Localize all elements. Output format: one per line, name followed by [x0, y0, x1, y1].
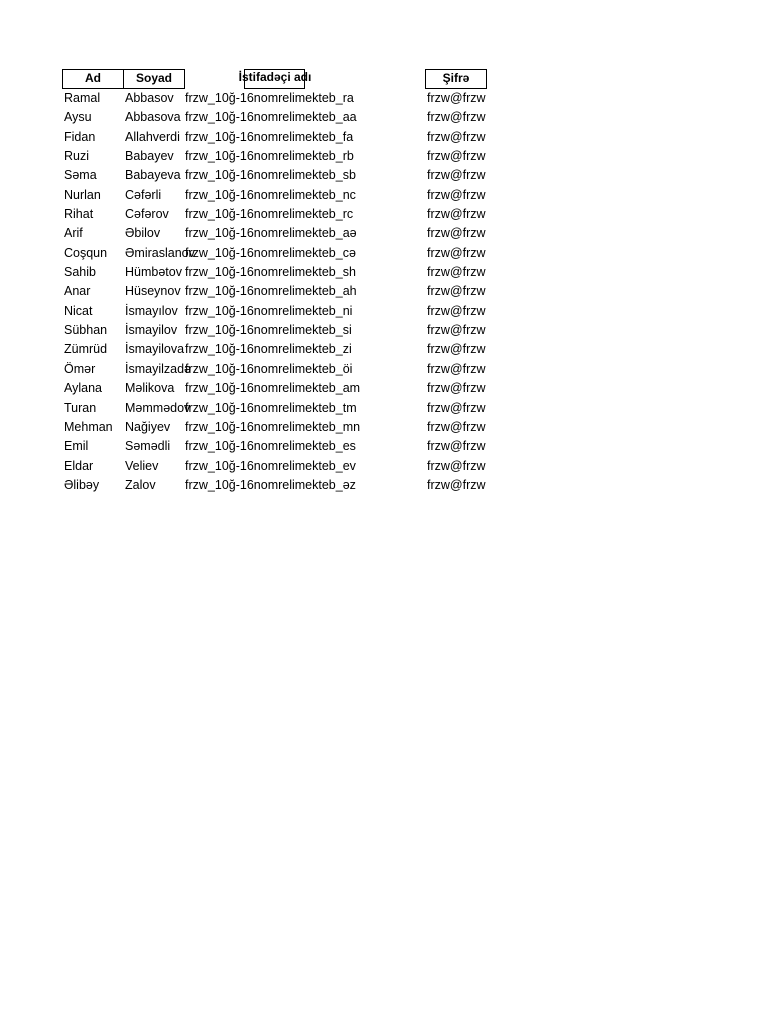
- table-row: [0, 340, 768, 359]
- cell-soyad: Zalov: [125, 477, 156, 492]
- cell-username: frzw_10ğ-16nomrelimekteb_ah: [185, 284, 357, 299]
- cell-password: frzw@frzw: [427, 361, 486, 376]
- cell-ad: Ramal: [64, 91, 101, 105]
- cell-soyad: İsmayılov: [125, 303, 178, 318]
- cell-ad: Emil: [64, 439, 89, 454]
- cell-password: frzw@frzw: [427, 477, 486, 492]
- cell-soyad: Babayeva: [125, 168, 181, 183]
- cell-password: frzw@frzw: [427, 110, 486, 125]
- cell-password: frzw@frzw: [427, 400, 486, 415]
- cell-username: frzw_10ğ-16nomrelimekteb_am: [185, 381, 361, 396]
- table-row: [0, 360, 768, 379]
- cell-soyad: Məmmədov: [125, 400, 191, 415]
- cell-soyad: Babayev: [125, 149, 174, 164]
- header-soyad: Soyad: [123, 69, 185, 89]
- table-row: [0, 437, 768, 456]
- cell-username: frzw_10ğ-16nomrelimekteb_ni: [185, 303, 353, 318]
- cell-username: frzw_10ğ-16nomrelimekteb_tm: [185, 400, 357, 415]
- cell-password: frzw@frzw: [427, 439, 486, 454]
- table-row: [0, 128, 768, 147]
- cell-ad: Zümrüd: [64, 342, 108, 357]
- table-row: [0, 379, 768, 398]
- cell-username: frzw_10ğ-16nomrelimekteb_ra: [185, 91, 354, 105]
- cell-ad: Sübhan: [64, 323, 108, 338]
- cell-ad: Coşqun: [64, 245, 108, 260]
- header-ad: Ad: [62, 69, 124, 89]
- table-row: [0, 224, 768, 243]
- table-row: [0, 244, 768, 263]
- cell-password: frzw@frzw: [427, 381, 486, 396]
- cell-ad: Turan: [64, 400, 97, 415]
- cell-soyad: Cəfərov: [125, 207, 169, 222]
- cell-soyad: Nağiyev: [125, 419, 171, 434]
- cell-ad: Nicat: [64, 303, 93, 318]
- table-row: [0, 205, 768, 224]
- cell-ad: Nurlan: [64, 187, 101, 202]
- cell-password: frzw@frzw: [427, 284, 486, 299]
- cell-username: frzw_10ğ-16nomrelimekteb_si: [185, 323, 352, 338]
- cell-password: frzw@frzw: [427, 149, 486, 164]
- cell-password: frzw@frzw: [427, 419, 486, 434]
- cell-soyad: Veliev: [125, 458, 159, 473]
- cell-password: frzw@frzw: [427, 265, 486, 280]
- cell-username: frzw_10ğ-16nomrelimekteb_mn: [185, 419, 361, 434]
- cell-password: frzw@frzw: [427, 168, 486, 183]
- cell-soyad: Hümbətov: [125, 265, 182, 280]
- cell-soyad: İsmayilzadə: [125, 361, 191, 376]
- cell-username: frzw_10ğ-16nomrelimekteb_nc: [185, 187, 356, 202]
- header-username: İstifadəçi adı: [238, 70, 312, 84]
- cell-ad: Fidan: [64, 129, 96, 144]
- table-row: [0, 302, 768, 321]
- cell-ad: Aylana: [64, 381, 102, 396]
- cell-password: frzw@frzw: [427, 187, 486, 202]
- cell-password: frzw@frzw: [427, 129, 486, 144]
- cell-ad: Ömər: [64, 361, 96, 376]
- cell-password: frzw@frzw: [427, 303, 486, 318]
- table-row: [0, 418, 768, 437]
- cell-soyad: Abbasov: [125, 91, 174, 105]
- cell-ad: Səma: [64, 168, 97, 183]
- cell-username: frzw_10ğ-16nomrelimekteb_fa: [185, 129, 354, 144]
- cell-ad: Mehman: [64, 419, 113, 434]
- cell-username: frzw_10ğ-16nomrelimekteb_sb: [185, 168, 356, 183]
- cell-username: frzw_10ğ-16nomrelimekteb_rc: [185, 207, 354, 222]
- cell-ad: Arif: [64, 226, 83, 241]
- table-row: [0, 321, 768, 340]
- table-row: [0, 457, 768, 476]
- cell-ad: Eldar: [64, 458, 94, 473]
- cell-password: frzw@frzw: [427, 245, 486, 260]
- cell-username: frzw_10ğ-16nomrelimekteb_rb: [185, 149, 354, 164]
- cell-username: frzw_10ğ-16nomrelimekteb_sh: [185, 265, 356, 280]
- cell-username: frzw_10ğ-16nomrelimekteb_cə: [185, 245, 356, 260]
- cell-password: frzw@frzw: [427, 458, 486, 473]
- cell-password: frzw@frzw: [427, 207, 486, 222]
- table-row: [0, 282, 768, 301]
- cell-username: frzw_10ğ-16nomrelimekteb_zi: [185, 342, 352, 357]
- student-table-body: [0, 89, 768, 495]
- table-row: [0, 476, 768, 495]
- cell-soyad: Cəfərli: [125, 187, 162, 202]
- cell-soyad: İsmayilova: [125, 342, 185, 357]
- cell-username: frzw_10ğ-16nomrelimekteb_öi: [185, 361, 353, 376]
- cell-username: frzw_10ğ-16nomrelimekteb_əz: [185, 477, 356, 492]
- table-row: [0, 166, 768, 185]
- table-row: [0, 399, 768, 418]
- cell-soyad: Səmədli: [125, 439, 171, 454]
- cell-soyad: Məlikova: [125, 381, 175, 396]
- cell-soyad: Əbilov: [125, 226, 161, 241]
- cell-ad: Ruzi: [64, 149, 90, 164]
- table-row: [0, 263, 768, 282]
- cell-username: frzw_10ğ-16nomrelimekteb_aə: [185, 226, 357, 241]
- cell-ad: Rihat: [64, 207, 94, 222]
- table-row: [0, 89, 768, 108]
- cell-ad: Sahib: [64, 265, 96, 280]
- table-row: [0, 108, 768, 127]
- header-password: Şifrə: [425, 69, 487, 89]
- cell-ad: Aysu: [64, 110, 92, 125]
- cell-password: frzw@frzw: [427, 91, 486, 105]
- cell-soyad: Allahverdi: [125, 129, 180, 144]
- cell-password: frzw@frzw: [427, 226, 486, 241]
- cell-password: frzw@frzw: [427, 342, 486, 357]
- cell-ad: Anar: [64, 284, 91, 299]
- cell-password: frzw@frzw: [427, 323, 486, 338]
- cell-username: frzw_10ğ-16nomrelimekteb_es: [185, 439, 356, 454]
- cell-ad: Əlibəy: [64, 477, 100, 492]
- cell-soyad: Abbasova: [125, 110, 181, 125]
- cell-soyad: Hüseynov: [125, 284, 181, 299]
- cell-soyad: Əmiraslanov: [125, 245, 195, 260]
- cell-soyad: İsmayilov: [125, 323, 178, 338]
- cell-username: frzw_10ğ-16nomrelimekteb_aa: [185, 110, 357, 125]
- cell-username: frzw_10ğ-16nomrelimekteb_ev: [185, 458, 356, 473]
- table-row: [0, 186, 768, 205]
- table-row: [0, 147, 768, 166]
